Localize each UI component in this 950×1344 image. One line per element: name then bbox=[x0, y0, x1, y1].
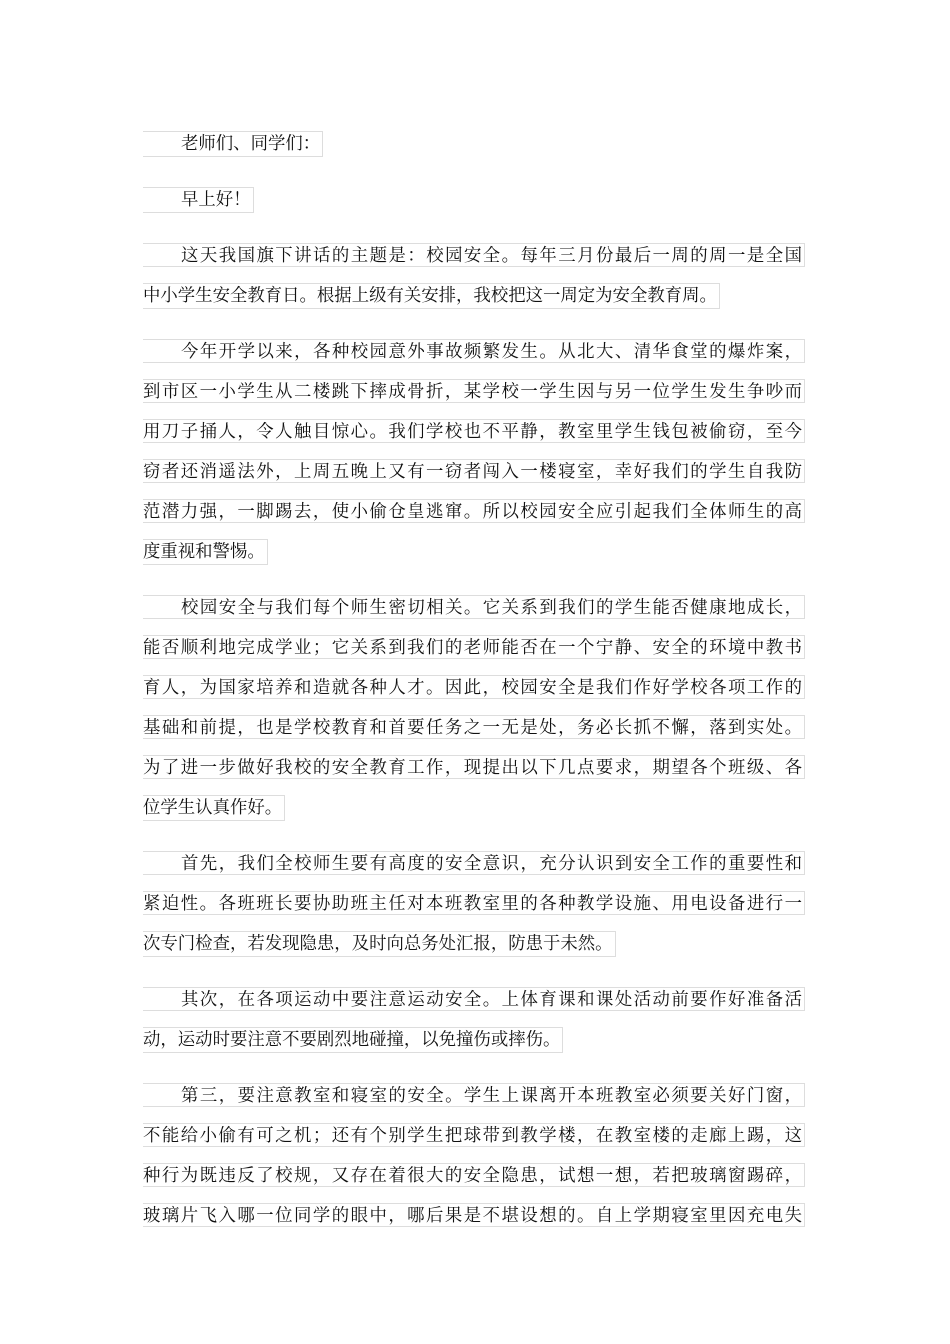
text-line: 用刀子捅人，令人触目惊心。我们学校也不平静，教室里学生钱包被偷窃，至今 bbox=[143, 419, 807, 459]
text-line: 这天我国旗下讲话的主题是：校园安全。每年三月份最后一周的周一是全国 bbox=[143, 243, 807, 283]
body-paragraph-4 bbox=[143, 851, 807, 971]
text-line: 第三，要注意教室和寝室的安全。学生上课离开本班教室必须要关好门窗， bbox=[143, 1083, 807, 1123]
text-line: 中小学生安全教育日。根据上级有关安排，我校把这一周定为安全教育周。 bbox=[143, 283, 807, 323]
text-line: 首先，我们全校师生要有高度的安全意识，充分认识到安全工作的重要性和 bbox=[143, 851, 807, 891]
text-line: 次专门检查，若发现隐患，及时向总务处汇报，防患于未然。 bbox=[143, 931, 807, 971]
text-line: 为了进一步做好我校的安全教育工作，现提出以下几点要求，期望各个班级、各 bbox=[143, 755, 807, 795]
text-line: 范潜力强，一脚踢去，使小偷仓皇逃窜。所以校园安全应引起我们全体师生的高 bbox=[143, 499, 807, 539]
text-line: 紧迫性。各班班长要协助班主任对本班教室里的各种教学设施、用电设备进行一 bbox=[143, 891, 807, 931]
greeting-paragraph bbox=[143, 131, 807, 171]
text-line: 校园安全与我们每个师生密切相关。它关系到我们的学生能否健康地成长， bbox=[143, 595, 807, 635]
body-paragraph-5 bbox=[143, 987, 807, 1067]
text-line: 玻璃片飞入哪一位同学的眼中，哪后果是不堪设想的。自上学期寝室里因充电失 bbox=[143, 1203, 807, 1243]
text-line: 早上好！ bbox=[143, 187, 807, 227]
body-paragraph-2 bbox=[143, 339, 807, 579]
text-line: 其次，在各项运动中要注意运动安全。上体育课和课处活动前要作好准备活 bbox=[143, 987, 807, 1027]
text-line: 今年开学以来，各种校园意外事故频繁发生。从北大、清华食堂的爆炸案， bbox=[143, 339, 807, 379]
text-line: 育人，为国家培养和造就各种人才。因此，校园安全是我们作好学校各项工作的 bbox=[143, 675, 807, 715]
salutation-paragraph bbox=[143, 187, 807, 227]
text-line: 动，运动时要注意不要剧烈地碰撞，以免撞伤或摔伤。 bbox=[143, 1027, 807, 1067]
text-line: 度重视和警惕。 bbox=[143, 539, 807, 579]
body-paragraph-3 bbox=[143, 595, 807, 835]
text-line: 位学生认真作好。 bbox=[143, 795, 807, 835]
text-line: 不能给小偷有可之机；还有个别学生把球带到教学楼，在教室楼的走廊上踢，这 bbox=[143, 1123, 807, 1163]
body-paragraph-1 bbox=[143, 243, 807, 323]
text-line: 到市区一小学生从二楼跳下摔成骨折，某学校一学生因与另一位学生发生争吵而 bbox=[143, 379, 807, 419]
text-line: 老师们、同学们： bbox=[143, 131, 807, 171]
text-line: 能否顺利地完成学业；它关系到我们的老师能否在一个宁静、安全的环境中教书 bbox=[143, 635, 807, 675]
text-line: 窃者还消遥法外，上周五晚上又有一窃者闯入一楼寝室，幸好我们的学生自我防 bbox=[143, 459, 807, 499]
text-line: 种行为既违反了校规，又存在着很大的安全隐患，试想一想，若把玻璃窗踢碎， bbox=[143, 1163, 807, 1203]
text-line: 基础和前提，也是学校教育和首要任务之一无是处，务必长抓不懈，落到实处。 bbox=[143, 715, 807, 755]
body-paragraph-6 bbox=[143, 1083, 807, 1243]
